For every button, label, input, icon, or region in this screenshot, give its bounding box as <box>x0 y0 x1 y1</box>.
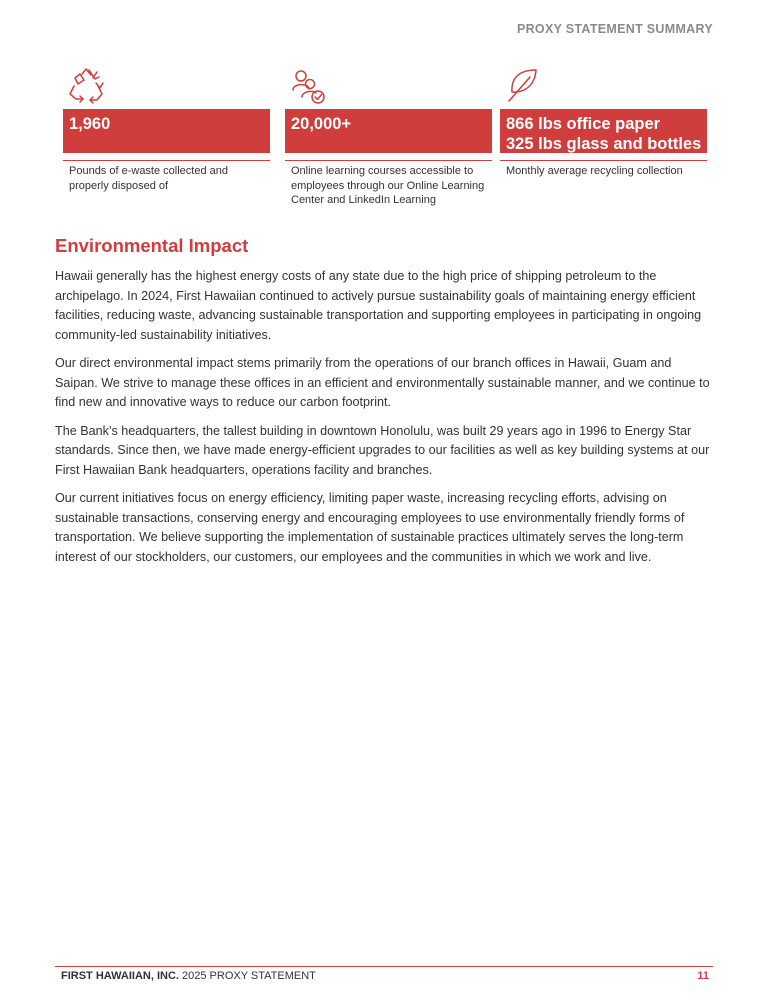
paragraph: Hawaii generally has the highest energy costs of any state due to the high price of shipping petroleum to the archipelago. In 2024, First Hawaiian continued to actively pursue sustainability goals of maintaining energy efficient facilities, reducing waste, advancing sustainable transportation and supporting employees in participating in ongoing community-led sustainability initiatives. <box>55 269 702 342</box>
stat-description: Online learning courses accessible to employees through our Online Learning Center and LinkedIn Learning <box>291 165 485 207</box>
paragraph: Our current initiatives focus on energy efficiency, limiting paper waste, increasing recycling efforts, advising on sustainable transactions, conserving energy and encouraging employees to use environmentally friendly forms of transportation. We believe supporting the implementation of sustainable practices ultimately serves the long-term interest of our stockholders, our customers, our employees and the communities in which we work and live. <box>55 491 685 564</box>
section-body <box>55 267 715 576</box>
footer-divider <box>55 966 713 967</box>
paragraph: Our direct environmental impact stems primarily from the operations of our branch offices in Hawaii, Guam and Saipan. We strive to manage these offices in an efficient and environmentally sustainable manner, and we continue to find new and innovative ways to reduce our carbon footprint. <box>55 356 710 409</box>
stat-divider <box>285 160 492 161</box>
stat-description: Pounds of e-waste collected and properly disposed of <box>69 165 228 192</box>
leaf-icon <box>503 66 543 106</box>
recycle-icon <box>66 66 106 106</box>
stat-value-line: 325 lbs glass and bottles <box>506 135 702 153</box>
footer-company: FIRST HAWAIIAN, INC. <box>61 970 179 982</box>
footer-label <box>61 970 316 982</box>
stat-value: 1,960 <box>63 109 270 153</box>
page-header: PROXY STATEMENT SUMMARY <box>516 22 713 36</box>
footer-document: 2025 PROXY STATEMENT <box>182 970 316 982</box>
people-check-icon <box>288 66 328 106</box>
stat-value: 20,000+ <box>285 109 492 153</box>
stat-value-line: 866 lbs office paper <box>506 115 661 133</box>
section-title: Environmental Impact <box>55 235 249 256</box>
paragraph: The Bank’s headquarters, the tallest building in downtown Honolulu, was built 29 years ago in 1996 to Energy Star standards. Since then, we have made energy-efficient upgrades to our facilities as well as key building systems at our First Hawaiian Bank headquarters, operations facility and branches. <box>55 423 710 477</box>
stat-divider <box>63 160 270 161</box>
page-number: 11 <box>697 970 709 982</box>
stat-description: Monthly average recycling collection <box>506 165 683 177</box>
stats-row <box>63 66 707 226</box>
stat-value <box>500 109 707 153</box>
stat-divider <box>500 160 707 161</box>
